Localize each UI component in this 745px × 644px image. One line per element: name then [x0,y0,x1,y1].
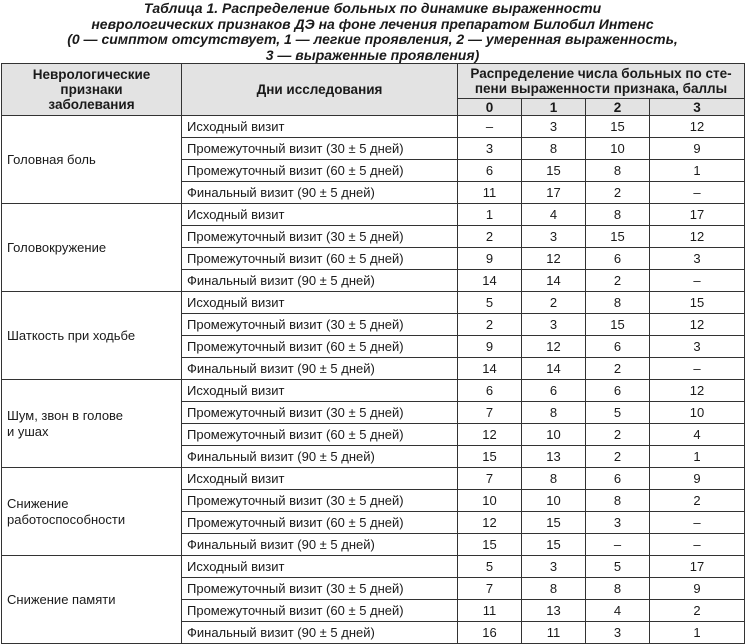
visit-cell: Промежуточный визит (30 ± 5 дней) [182,314,458,336]
visit-cell: Исходный визит [182,292,458,314]
table-row [2,116,745,138]
count-cell: 3 [522,556,586,578]
count-cell: – [650,182,745,204]
visit-cell: Промежуточный визит (30 ± 5 дней) [182,138,458,160]
visit-cell: Исходный визит [182,116,458,138]
caption-line: Таблица 1. Распределение больных по динамике выраженности [143,0,602,16]
count-cell: 13 [522,600,586,622]
count-cell: 15 [522,534,586,556]
visit-cell: Финальный визит (90 ± 5 дней) [182,270,458,292]
count-cell: 2 [650,490,745,512]
table-row [2,468,745,490]
count-cell: 17 [522,182,586,204]
visit-cell: Промежуточный визит (60 ± 5 дней) [182,248,458,270]
visit-cell: Промежуточный визит (60 ± 5 дней) [182,512,458,534]
count-cell: – [650,534,745,556]
count-cell: 9 [458,248,522,270]
header-grade: 0 [458,99,522,116]
table-row [2,292,745,314]
count-cell: 3 [522,116,586,138]
count-cell: 15 [522,160,586,182]
count-cell: 10 [522,424,586,446]
sign-label: Головокружение [7,239,107,255]
count-cell: 17 [650,204,745,226]
count-cell: 2 [586,270,650,292]
visit-cell: Финальный визит (90 ± 5 дней) [182,534,458,556]
header-distribution-line: пени выраженности признака, баллы [474,81,728,96]
sign-cell [2,292,182,380]
count-cell: 15 [586,226,650,248]
count-cell: 9 [650,138,745,160]
count-cell: 4 [650,424,745,446]
count-cell: – [586,534,650,556]
count-cell: 12 [650,380,745,402]
visit-cell: Исходный визит [182,380,458,402]
count-cell: 8 [522,402,586,424]
count-cell: 3 [586,512,650,534]
visit-cell: Финальный визит (90 ± 5 дней) [182,358,458,380]
count-cell: 12 [650,314,745,336]
count-cell: 13 [522,446,586,468]
count-cell: 6 [586,468,650,490]
count-cell: – [650,270,745,292]
sign-label: Снижение [7,495,69,511]
count-cell: 5 [586,402,650,424]
count-cell: 15 [586,116,650,138]
count-cell: 7 [458,578,522,600]
count-cell: 5 [586,556,650,578]
count-cell: 8 [522,138,586,160]
header-sign-line: Неврологические [32,67,151,82]
count-cell: 6 [522,380,586,402]
count-cell: 2 [586,182,650,204]
visit-cell: Финальный визит (90 ± 5 дней) [182,446,458,468]
header-grade: 1 [522,99,586,116]
sign-label: Снижение памяти [7,591,116,607]
count-cell: 12 [522,336,586,358]
count-cell: 10 [586,138,650,160]
count-cell: 8 [522,578,586,600]
visit-cell: Исходный визит [182,204,458,226]
count-cell: 2 [522,292,586,314]
count-cell: 8 [586,160,650,182]
header-grade: 2 [586,99,650,116]
visit-cell: Промежуточный визит (60 ± 5 дней) [182,160,458,182]
count-cell: 6 [458,380,522,402]
sign-label: Шаткость при ходьбе [7,327,136,343]
count-cell: 2 [458,314,522,336]
count-cell: 2 [586,358,650,380]
visit-cell: Промежуточный визит (60 ± 5 дней) [182,424,458,446]
count-cell: 3 [522,226,586,248]
count-cell: 7 [458,402,522,424]
count-cell: 3 [522,314,586,336]
visit-cell: Финальный визит (90 ± 5 дней) [182,622,458,644]
sign-cell [2,556,182,644]
count-cell: 1 [650,622,745,644]
header-sign [2,64,182,116]
count-cell: 10 [650,402,745,424]
visit-cell: Финальный визит (90 ± 5 дней) [182,182,458,204]
data-table [1,63,745,644]
count-cell: 16 [458,622,522,644]
count-cell: 4 [586,600,650,622]
visit-cell: Промежуточный визит (30 ± 5 дней) [182,402,458,424]
count-cell: 1 [650,160,745,182]
count-cell: 8 [586,292,650,314]
header-distribution-line: Распределение числа больных по сте- [470,66,732,81]
visit-cell: Промежуточный визит (30 ± 5 дней) [182,490,458,512]
count-cell: 5 [458,556,522,578]
table-caption [0,1,745,63]
count-cell: 3 [650,248,745,270]
count-cell: 1 [650,446,745,468]
visit-cell: Исходный визит [182,468,458,490]
visit-cell: Промежуточный визит (60 ± 5 дней) [182,600,458,622]
count-cell: 12 [650,226,745,248]
header-days: Дни исследования [182,64,458,116]
count-cell: 8 [586,490,650,512]
count-cell: 1 [458,204,522,226]
count-cell: 14 [522,270,586,292]
count-cell: 15 [458,446,522,468]
sign-cell [2,204,182,292]
count-cell: 2 [650,600,745,622]
count-cell: 8 [586,204,650,226]
visit-cell: Исходный визит [182,556,458,578]
count-cell: 9 [458,336,522,358]
visit-cell: Промежуточный визит (30 ± 5 дней) [182,226,458,248]
count-cell: – [650,358,745,380]
count-cell: 7 [458,468,522,490]
visit-cell: Промежуточный визит (60 ± 5 дней) [182,336,458,358]
caption-line: неврологических признаков ДЭ на фоне лечения препаратом Билобил Интенс [91,15,654,32]
table-body [2,116,745,644]
table-row [2,380,745,402]
count-cell: 15 [586,314,650,336]
count-cell: 14 [458,358,522,380]
count-cell: 12 [522,248,586,270]
count-cell: 14 [458,270,522,292]
count-cell: 11 [458,182,522,204]
count-cell: 2 [458,226,522,248]
count-cell: 12 [458,512,522,534]
sign-label: Шум, звон в голове [7,407,124,423]
count-cell: 8 [522,468,586,490]
header-distribution [458,64,745,99]
count-cell: 15 [650,292,745,314]
count-cell: – [650,512,745,534]
sign-cell [2,380,182,468]
count-cell: 14 [522,358,586,380]
count-cell: 10 [522,490,586,512]
count-cell: 6 [586,380,650,402]
count-cell: 11 [522,622,586,644]
count-cell: 3 [458,138,522,160]
count-cell: 15 [458,534,522,556]
count-cell: 11 [458,600,522,622]
count-cell: 12 [650,116,745,138]
sign-label: и ушах [7,423,49,439]
sign-cell [2,116,182,204]
count-cell: 6 [586,336,650,358]
caption-line: 3 — выраженные проявления) [265,46,480,63]
header-grade: 3 [650,99,745,116]
count-cell: 9 [650,468,745,490]
count-cell: 3 [650,336,745,358]
count-cell: 10 [458,490,522,512]
table-row [2,556,745,578]
count-cell: 8 [586,578,650,600]
visit-cell: Промежуточный визит (30 ± 5 дней) [182,578,458,600]
count-cell: 2 [586,446,650,468]
sign-cell [2,468,182,556]
header-sign-line: признаки [60,82,123,97]
count-cell: 9 [650,578,745,600]
header-sign-line: заболевания [48,97,135,112]
table-row [2,204,745,226]
count-cell: 15 [522,512,586,534]
sign-label: работоспособности [7,511,126,527]
count-cell: 6 [458,160,522,182]
caption-line: (0 — симптом отсутствует, 1 — легкие проявления, 2 — умеренная выраженность, [67,31,678,47]
count-cell: 4 [522,204,586,226]
count-cell: 12 [458,424,522,446]
count-cell: 2 [586,424,650,446]
count-cell: – [458,116,522,138]
count-cell: 6 [586,248,650,270]
sign-label: Головная боль [7,151,96,167]
count-cell: 5 [458,292,522,314]
count-cell: 3 [586,622,650,644]
count-cell: 17 [650,556,745,578]
